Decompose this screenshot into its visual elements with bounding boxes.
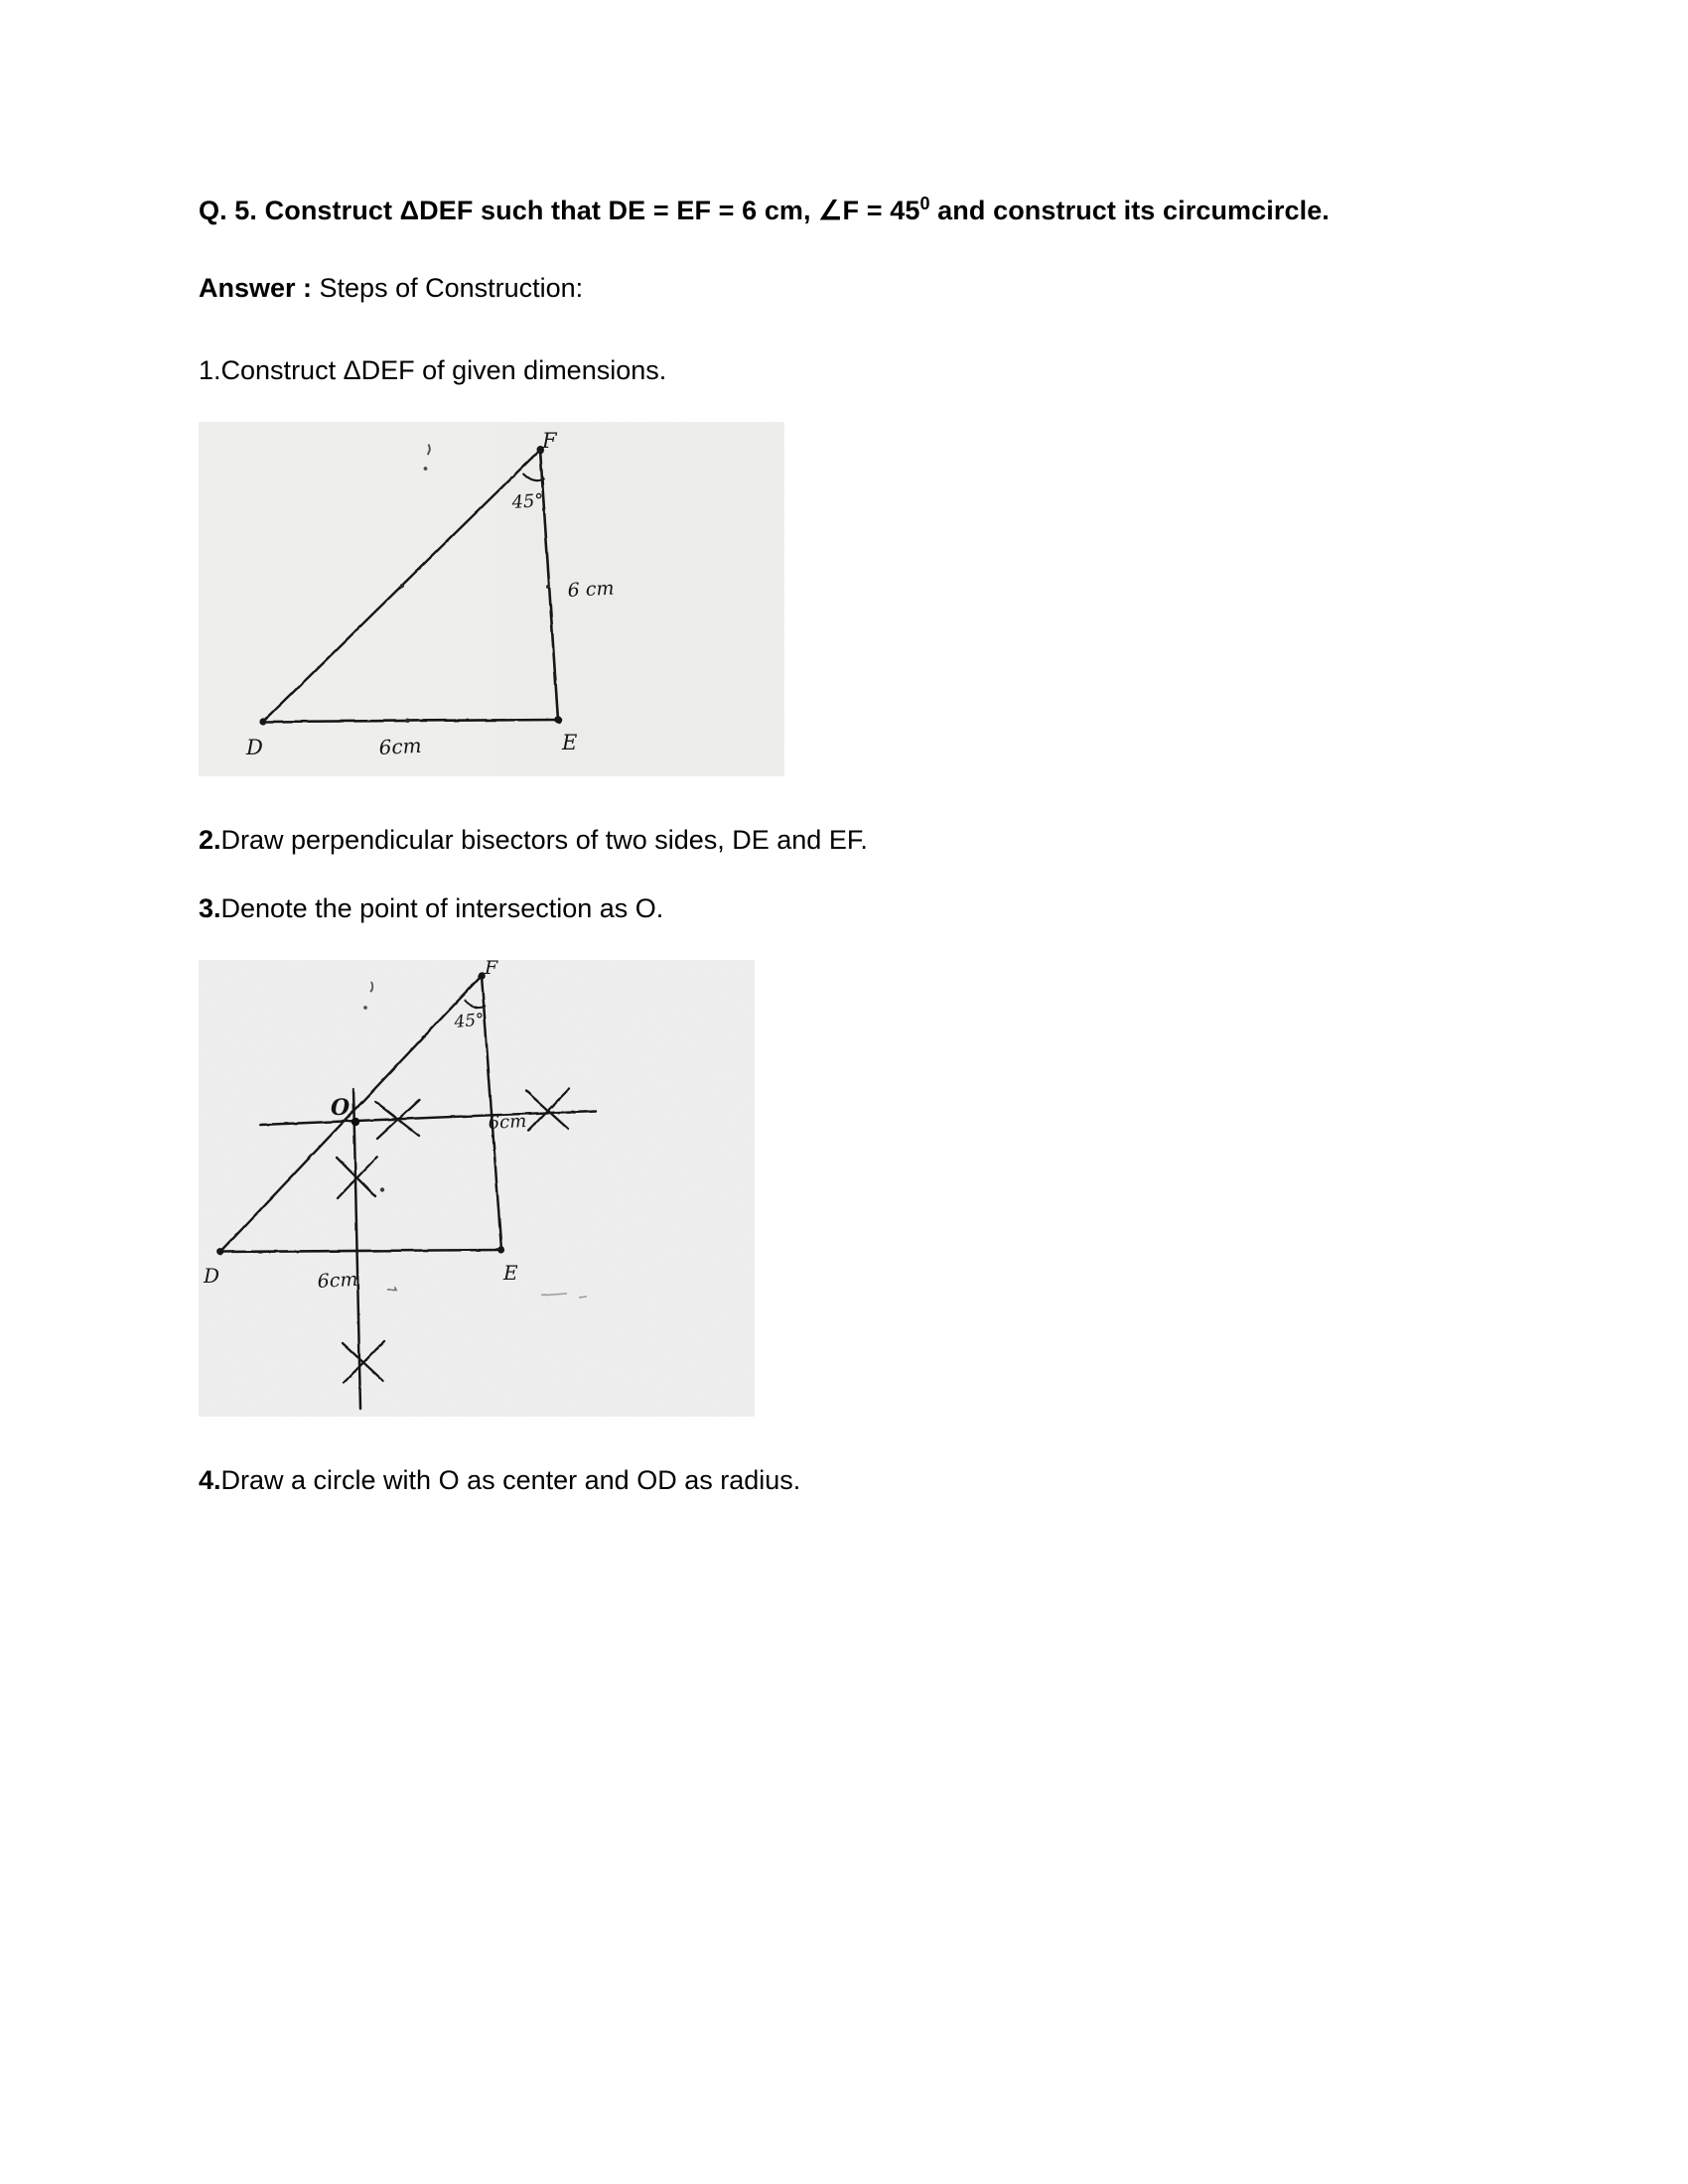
question-text-after-superscript: and construct its circumcircle. [929, 196, 1330, 225]
document-content [199, 194, 1360, 1532]
stray-mark-2 [424, 467, 428, 471]
question-heading [199, 194, 1360, 229]
label-vertex-f-2: F [485, 960, 498, 979]
step-2-number: 2. [199, 824, 221, 855]
step-1-number: 1. [199, 354, 221, 385]
label-vertex-d-2: D [204, 1264, 220, 1288]
step-4-text: Draw a circle with O as center and OD as radius. [220, 1465, 801, 1495]
label-vertex-f: F [542, 428, 557, 453]
vertex-dot-d-2 [217, 1249, 224, 1256]
label-center-o: O [331, 1095, 351, 1121]
label-angle-f-2: 45° [453, 1010, 486, 1032]
degree-superscript: 0 [919, 194, 930, 213]
figure-triangle-def [199, 422, 784, 776]
figure1-light-wash [199, 422, 496, 776]
label-side-de: 6cm [378, 733, 423, 759]
vertex-dot-d [259, 718, 266, 725]
step-3-number: 3. [199, 892, 221, 923]
step-1 [199, 353, 1360, 388]
label-side-de-2: 6cm [317, 1268, 358, 1293]
step-4-number: 4. [199, 1465, 221, 1495]
stray-mark-5 [380, 1188, 384, 1192]
answer-label: Answer : [199, 272, 313, 303]
step-4 [199, 1463, 1360, 1498]
question-prefix: Q. 5. [199, 196, 258, 225]
answer-line [199, 271, 1360, 306]
tick-de-mid [405, 719, 409, 723]
step-2-text: Draw perpendicular bisectors of two sides, DE and EF. [220, 824, 868, 855]
label-vertex-d: D [246, 735, 263, 759]
tick-df-mid [400, 584, 404, 588]
label-side-ef: 6 cm [567, 577, 615, 602]
perpendicular-bisectors-drawing [199, 960, 755, 1417]
step-2 [199, 823, 1360, 858]
vertex-dot-e [554, 716, 562, 724]
step-3-text: Denote the point of intersection as O. [220, 892, 664, 923]
figure-perpendicular-bisectors [199, 960, 755, 1417]
figure-perpendicular-bisectors-wrapper [199, 960, 1360, 1422]
figure-triangle-def-wrapper [199, 422, 1360, 781]
stray-mark-4 [363, 1006, 367, 1010]
label-angle-f: 45° [510, 489, 545, 513]
label-side-ef-2: 6cm [488, 1111, 527, 1134]
tick-ef-mid [546, 585, 550, 589]
question-text-before-superscript: Construct ΔDEF such that DE = EF = 6 cm, ∠F = 45 [257, 196, 920, 225]
vertex-dot-e-2 [497, 1246, 504, 1253]
step-3 [199, 891, 1360, 926]
answer-text: Steps of Construction: [312, 272, 584, 303]
circumcenter-point-o [352, 1118, 359, 1126]
step-1-text: Construct ΔDEF of given dimensions. [220, 354, 667, 385]
label-vertex-e: E [562, 730, 578, 754]
label-vertex-e-2: E [503, 1261, 518, 1285]
triangle-def-drawing [199, 422, 784, 776]
